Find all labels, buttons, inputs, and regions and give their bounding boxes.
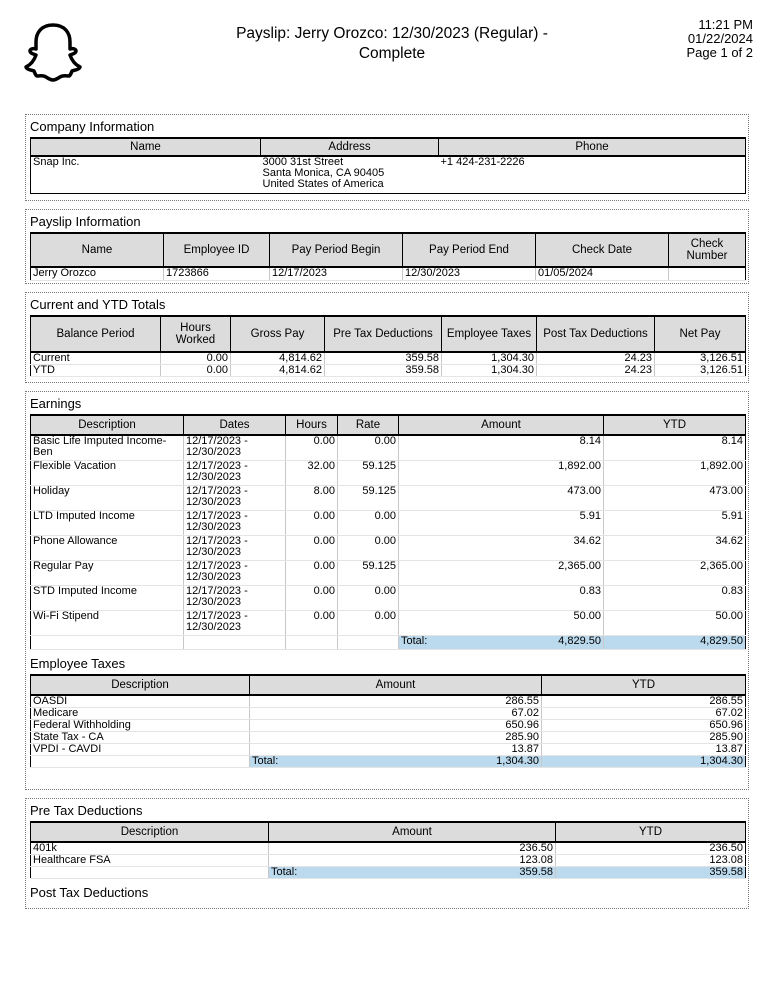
row-ytd: 650.96 (542, 719, 746, 731)
earning-rate: 0.00 (338, 610, 399, 635)
empty-cell (286, 635, 338, 649)
empty-cell (31, 755, 250, 767)
earning-description: LTD Imputed Income (31, 510, 184, 535)
earning-rate: 0.00 (338, 585, 399, 610)
section-title: Pre Tax Deductions (30, 803, 143, 818)
table-row (31, 365, 746, 377)
earning-ytd: 0.83 (604, 585, 746, 610)
earning-hours: 0.00 (286, 435, 338, 460)
table-row (31, 460, 746, 485)
balance-period: YTD (31, 365, 161, 377)
row-ytd: 236.50 (556, 842, 746, 855)
earning-dates: 12/17/2023 - 12/30/2023 (184, 560, 286, 585)
column-header: Name (31, 233, 164, 267)
column-header: Employee Taxes (442, 316, 537, 352)
column-header: Check Number (669, 233, 746, 267)
net-pay: 3,126.51 (655, 352, 746, 365)
row-amount: 285.90 (250, 731, 542, 743)
address-line: Santa Monica, CA 90405 (262, 167, 385, 179)
row-description: VPDI - CAVDI (31, 743, 250, 755)
current-ytd-totals-section (25, 292, 749, 383)
earning-dates: 12/17/2023 - 12/30/2023 (184, 535, 286, 560)
table-row (31, 585, 746, 610)
employee-taxes: 1,304.30 (442, 352, 537, 365)
table-row (31, 743, 746, 755)
column-header: Employee ID (164, 233, 270, 267)
column-header: Balance Period (31, 316, 161, 352)
earning-description: Flexible Vacation (31, 460, 184, 485)
check-number (669, 267, 746, 280)
earning-rate: 0.00 (338, 435, 399, 460)
company-information-section (25, 114, 749, 201)
table-row (31, 719, 746, 731)
total-row (31, 867, 746, 879)
row-description: 401k (31, 842, 269, 855)
section-title: Company Information (30, 119, 155, 134)
earning-amount: 5.91 (399, 510, 604, 535)
row-ytd: 286.55 (542, 695, 746, 708)
earning-description: Wi-Fi Stipend (31, 610, 184, 635)
earning-amount: 34.62 (399, 535, 604, 560)
earning-ytd: 50.00 (604, 610, 746, 635)
row-description: Healthcare FSA (31, 855, 269, 867)
post-tax-deductions: 24.23 (537, 365, 655, 377)
pre-tax-deductions-section (25, 798, 749, 909)
row-description: OASDI (31, 695, 250, 708)
company-name: Snap Inc. (33, 156, 80, 168)
column-header: Amount (250, 675, 542, 695)
column-header: Hours (286, 415, 338, 435)
earning-description: Basic Life Imputed Income-Ben (31, 435, 184, 460)
net-pay: 3,126.51 (655, 365, 746, 377)
table-row (31, 352, 746, 365)
column-header: Phone (439, 138, 746, 156)
row-amount: 236.50 (269, 842, 556, 855)
table-row (31, 842, 746, 855)
print-time: 11:21 PM (698, 17, 753, 32)
earning-ytd: 5.91 (604, 510, 746, 535)
empty-cell (31, 635, 184, 649)
section-title: Earnings (30, 396, 82, 411)
table-row (31, 510, 746, 535)
earning-dates: 12/17/2023 - 12/30/2023 (184, 460, 286, 485)
totals-table (30, 315, 746, 377)
earning-hours: 0.00 (286, 510, 338, 535)
column-header: Address (261, 138, 439, 156)
earning-dates: 12/17/2023 - 12/30/2023 (184, 585, 286, 610)
empty-cell (31, 867, 269, 879)
table-row (31, 731, 746, 743)
empty-cell (338, 635, 399, 649)
earning-amount: 2,365.00 (399, 560, 604, 585)
column-header: Rate (338, 415, 399, 435)
table-row (31, 485, 746, 510)
address-line: 3000 31st Street (262, 156, 344, 168)
column-header: Check Date (536, 233, 669, 267)
earnings-table (30, 414, 746, 650)
total-ytd: 1,304.30 (542, 755, 746, 767)
earning-description: STD Imputed Income (31, 585, 184, 610)
column-header: YTD (542, 675, 746, 695)
section-title: Employee Taxes (30, 655, 126, 671)
earning-amount: 50.00 (399, 610, 604, 635)
table-row (31, 435, 746, 460)
empty-cell (184, 635, 286, 649)
total-ytd: 359.58 (556, 867, 746, 879)
table-row (31, 695, 746, 708)
earning-hours: 0.00 (286, 535, 338, 560)
column-header: Pre Tax Deductions (325, 316, 442, 352)
total-label: Total: (271, 866, 298, 878)
column-header: Hours Worked (161, 316, 231, 352)
row-amount: 123.08 (269, 855, 556, 867)
row-description: Federal Withholding (31, 719, 250, 731)
total-amount-cell (399, 635, 604, 649)
earning-rate: 59.125 (338, 460, 399, 485)
pay-period-end: 12/30/2023 (403, 267, 536, 280)
column-header: Amount (399, 415, 604, 435)
column-header: Post Tax Deductions (537, 316, 655, 352)
check-date: 01/05/2024 (536, 267, 669, 280)
total-amount: 359.58 (519, 866, 553, 878)
earning-hours: 32.00 (286, 460, 338, 485)
section-title: Payslip Information (30, 214, 141, 229)
gross-pay: 4,814.62 (231, 365, 325, 377)
print-date: 01/22/2024 (687, 31, 753, 46)
earnings-section (25, 391, 749, 790)
total-label: Total: (252, 754, 279, 767)
earning-description: Phone Allowance (31, 535, 184, 560)
earning-amount: 1,892.00 (399, 460, 604, 485)
earning-ytd: 1,892.00 (604, 460, 746, 485)
earning-hours: 0.00 (286, 610, 338, 635)
total-amount: 1,304.30 (496, 754, 539, 767)
row-description: Medicare (31, 707, 250, 719)
table-row (31, 267, 746, 280)
earning-dates: 12/17/2023 - 12/30/2023 (184, 510, 286, 535)
employee-id: 1723866 (164, 267, 270, 280)
row-ytd: 13.87 (542, 743, 746, 755)
row-amount: 650.96 (250, 719, 542, 731)
total-amount-cell (269, 867, 556, 879)
company-table (30, 137, 746, 194)
column-header: Net Pay (655, 316, 746, 352)
column-header: Pay Period Begin (270, 233, 403, 267)
earning-dates: 12/17/2023 - 12/30/2023 (184, 485, 286, 510)
page-title: Payslip: Jerry Orozco: 12/30/2023 (Regular) - Complete (236, 25, 548, 62)
earning-rate: 0.00 (338, 510, 399, 535)
gross-pay: 4,814.62 (231, 352, 325, 365)
table-row (31, 707, 746, 719)
employee-taxes-table (30, 674, 746, 768)
row-amount: 67.02 (250, 707, 542, 719)
earning-amount: 0.83 (399, 585, 604, 610)
column-header: Dates (184, 415, 286, 435)
column-header: Name (31, 138, 261, 156)
row-ytd: 285.90 (542, 731, 746, 743)
payslip-table (30, 232, 746, 281)
employee-name: Jerry Orozco (31, 267, 164, 280)
table-row (31, 156, 746, 193)
column-header: Description (31, 415, 184, 435)
column-header: YTD (604, 415, 746, 435)
earning-ytd: 34.62 (604, 535, 746, 560)
page-number: Page 1 of 2 (686, 45, 753, 60)
total-label: Total: (401, 634, 428, 647)
section-title: Post Tax Deductions (30, 885, 149, 900)
hours-worked: 0.00 (161, 365, 231, 377)
pre-tax-deductions: 359.58 (325, 365, 442, 377)
section-title: Current and YTD Totals (30, 297, 166, 312)
employee-taxes: 1,304.30 (442, 365, 537, 377)
earning-rate: 59.125 (338, 485, 399, 510)
earning-amount: 8.14 (399, 435, 604, 460)
earning-dates: 12/17/2023 - 12/30/2023 (184, 435, 286, 460)
table-row (31, 535, 746, 560)
snapchat-ghost-logo (24, 22, 82, 82)
earning-rate: 59.125 (338, 560, 399, 585)
address-line: United States of America (262, 178, 384, 190)
total-amount-cell (250, 755, 542, 767)
company-phone: +1 424-231-2226 (440, 156, 525, 168)
company-address (261, 156, 439, 193)
column-header: Description (31, 675, 250, 695)
row-amount: 286.55 (250, 695, 542, 708)
column-header: YTD (556, 822, 746, 842)
earning-amount: 473.00 (399, 485, 604, 510)
table-row (31, 855, 746, 867)
row-ytd: 67.02 (542, 707, 746, 719)
balance-period: Current (31, 352, 161, 365)
earning-hours: 0.00 (286, 585, 338, 610)
hours-worked: 0.00 (161, 352, 231, 365)
earning-hours: 8.00 (286, 485, 338, 510)
row-ytd: 123.08 (556, 855, 746, 867)
print-meta (687, 18, 754, 60)
column-header: Pay Period End (403, 233, 536, 267)
total-row (31, 755, 746, 767)
pre-tax-deductions-table (30, 821, 746, 879)
total-amount: 4,829.50 (558, 634, 601, 647)
earning-description: Regular Pay (31, 560, 184, 585)
row-description: State Tax - CA (31, 731, 250, 743)
earning-rate: 0.00 (338, 535, 399, 560)
earning-dates: 12/17/2023 - 12/30/2023 (184, 610, 286, 635)
earning-ytd: 8.14 (604, 435, 746, 460)
earning-ytd: 473.00 (604, 485, 746, 510)
total-row (31, 635, 746, 649)
table-row (31, 560, 746, 585)
pay-period-begin: 12/17/2023 (270, 267, 403, 280)
earning-hours: 0.00 (286, 560, 338, 585)
total-ytd: 4,829.50 (604, 635, 746, 649)
payslip-information-section (25, 209, 749, 284)
row-amount: 13.87 (250, 743, 542, 755)
pre-tax-deductions: 359.58 (325, 352, 442, 365)
table-row (31, 610, 746, 635)
earning-ytd: 2,365.00 (604, 560, 746, 585)
column-header: Amount (269, 822, 556, 842)
post-tax-deductions: 24.23 (537, 352, 655, 365)
column-header: Description (31, 822, 269, 842)
earning-description: Holiday (31, 485, 184, 510)
column-header: Gross Pay (231, 316, 325, 352)
